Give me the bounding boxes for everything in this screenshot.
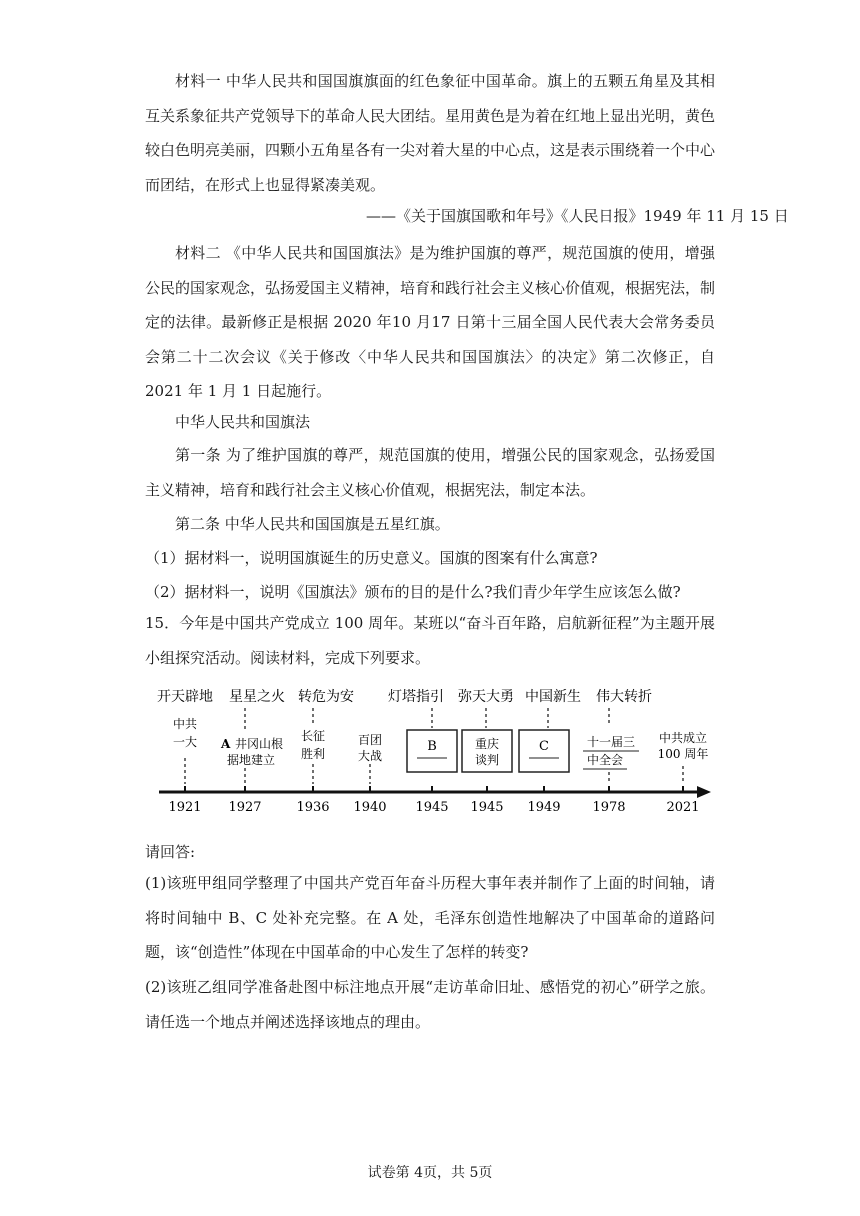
year-label: 1945 xyxy=(415,800,449,815)
event-1978-line1: 十一届三 xyxy=(586,735,636,749)
phase-label: 星星之火 xyxy=(229,689,285,705)
question-15-sub-1: (1)该班甲组同学整理了中国共产党百年奋斗历程大事年表并制作了上面的时间轴，请将时间轴中 B、C 处补充完整。在 A 处，毛泽东创造性地解决了中国革命的道路问题，该“创造性”体现在中国革命的中心发生了怎样的转变? xyxy=(145,874,715,961)
answer-prompt: 请回答: xyxy=(145,843,196,861)
year-label: 1927 xyxy=(228,800,262,815)
event-1927-line2: 据地建立 xyxy=(226,753,276,767)
phase-label: 中国新生 xyxy=(525,689,581,705)
axis-arrow-icon xyxy=(697,786,711,798)
event-chongqing-line2: 谈判 xyxy=(474,753,500,767)
year-label: 1921 xyxy=(168,800,202,815)
year-label: 1978 xyxy=(592,800,626,815)
year-label: 1940 xyxy=(353,800,387,815)
event-1921-line1: 中共 xyxy=(172,717,198,731)
event-1936-line2: 胜利 xyxy=(300,747,326,761)
year-label: 1949 xyxy=(527,800,561,815)
law-title: 中华人民共和国旗法 xyxy=(175,413,311,431)
phase-label: 伟大转折 xyxy=(596,689,652,705)
question-15-intro: 15．今年是中国共产党成立 100 周年。某班以“奋斗百年路，启航新征程”为主题开展小组探究活动。阅读材料，完成下列要求。 xyxy=(145,614,715,667)
event-1978-line2: 中全会 xyxy=(586,753,624,767)
material-1-source: ——《关于国旗国歌和年号》《人民日报》1949 年 11 月 15 日 xyxy=(366,207,789,225)
event-1936-line1: 长征 xyxy=(300,729,326,743)
marker-a: A xyxy=(221,737,231,751)
phase-label: 灯塔指引 xyxy=(388,689,444,705)
law-article-1: 第一条 为了维护国旗的尊严，规范国旗的使用，增强公民的国家观念，弘扬爱国主义精神，培育和践行社会主义核心价值观，根据宪法，制定本法。 xyxy=(145,446,715,499)
material-2-text: 材料二 《中华人民共和国国旗法》是为维护国旗的尊严，规范国旗的使用，增强公民的国家观念，弘扬爱国主义精神，培育和践行社会主义核心价值观，根据宪法，制定的法律。最新修正是根据 2020 年10 月17 日第十三届全国人民代表大会常务委员会第二十二次会议《关于修改〈中华人民共和国国旗法〉的决定》第二次修正，自 2021 年 1 月 1 日起施行。 xyxy=(145,244,716,400)
year-label: 1936 xyxy=(296,800,330,815)
year-label: 2021 xyxy=(666,800,700,815)
box-c-label: C xyxy=(539,739,549,754)
question-15-sub-2: (2)该班乙组同学准备赴图中标注地点开展“走访革命旧址、感悟党的初心”研学之旅。请任选一个地点并阐述选择该地点的理由。 xyxy=(145,978,715,1031)
year-label: 1945 xyxy=(470,800,504,815)
question-14-sub-2: （2）据材料一，说明《国旗法》颁布的目的是什么?我们青少年学生应该怎么做? xyxy=(145,583,681,601)
page-footer: 试卷第 4页，共 5页 xyxy=(367,1165,493,1181)
box-b-label: B xyxy=(427,739,437,754)
event-1927-line1: 井冈山根 xyxy=(235,737,284,751)
event-1940-line2: 大战 xyxy=(357,749,383,763)
law-article-2: 第二条 中华人民共和国国旗是五星红旗。 xyxy=(175,515,450,533)
material-1-text: 材料一 中华人民共和国国旗旗面的红色象征中国革命。旗上的五颗五角星及其相互关系象征共产党领导下的革命人民大团结。星用黄色是为着在红地上显出光明，黄色较白色明亮美丽，四颗小五角星各有一尖对着大星的中心点，这是表示围绕着一个中心而团结，在形式上也显得紧凑美观。 xyxy=(145,72,716,194)
event-2021-line1: 中共成立 xyxy=(658,731,708,745)
event-chongqing-line1: 重庆 xyxy=(474,737,500,751)
phase-label: 开天辟地 xyxy=(157,689,213,705)
event-1940-line1: 百团 xyxy=(357,733,383,747)
question-14-sub-1: （1）据材料一，说明国旗诞生的历史意义。国旗的图案有什么寓意? xyxy=(145,549,598,567)
history-timeline xyxy=(155,680,715,820)
event-1921-line2: 一大 xyxy=(172,735,198,749)
phase-label: 弥天大勇 xyxy=(458,689,514,705)
event-2021-line2: 100 周年 xyxy=(657,747,709,761)
phase-label: 转危为安 xyxy=(298,689,354,705)
